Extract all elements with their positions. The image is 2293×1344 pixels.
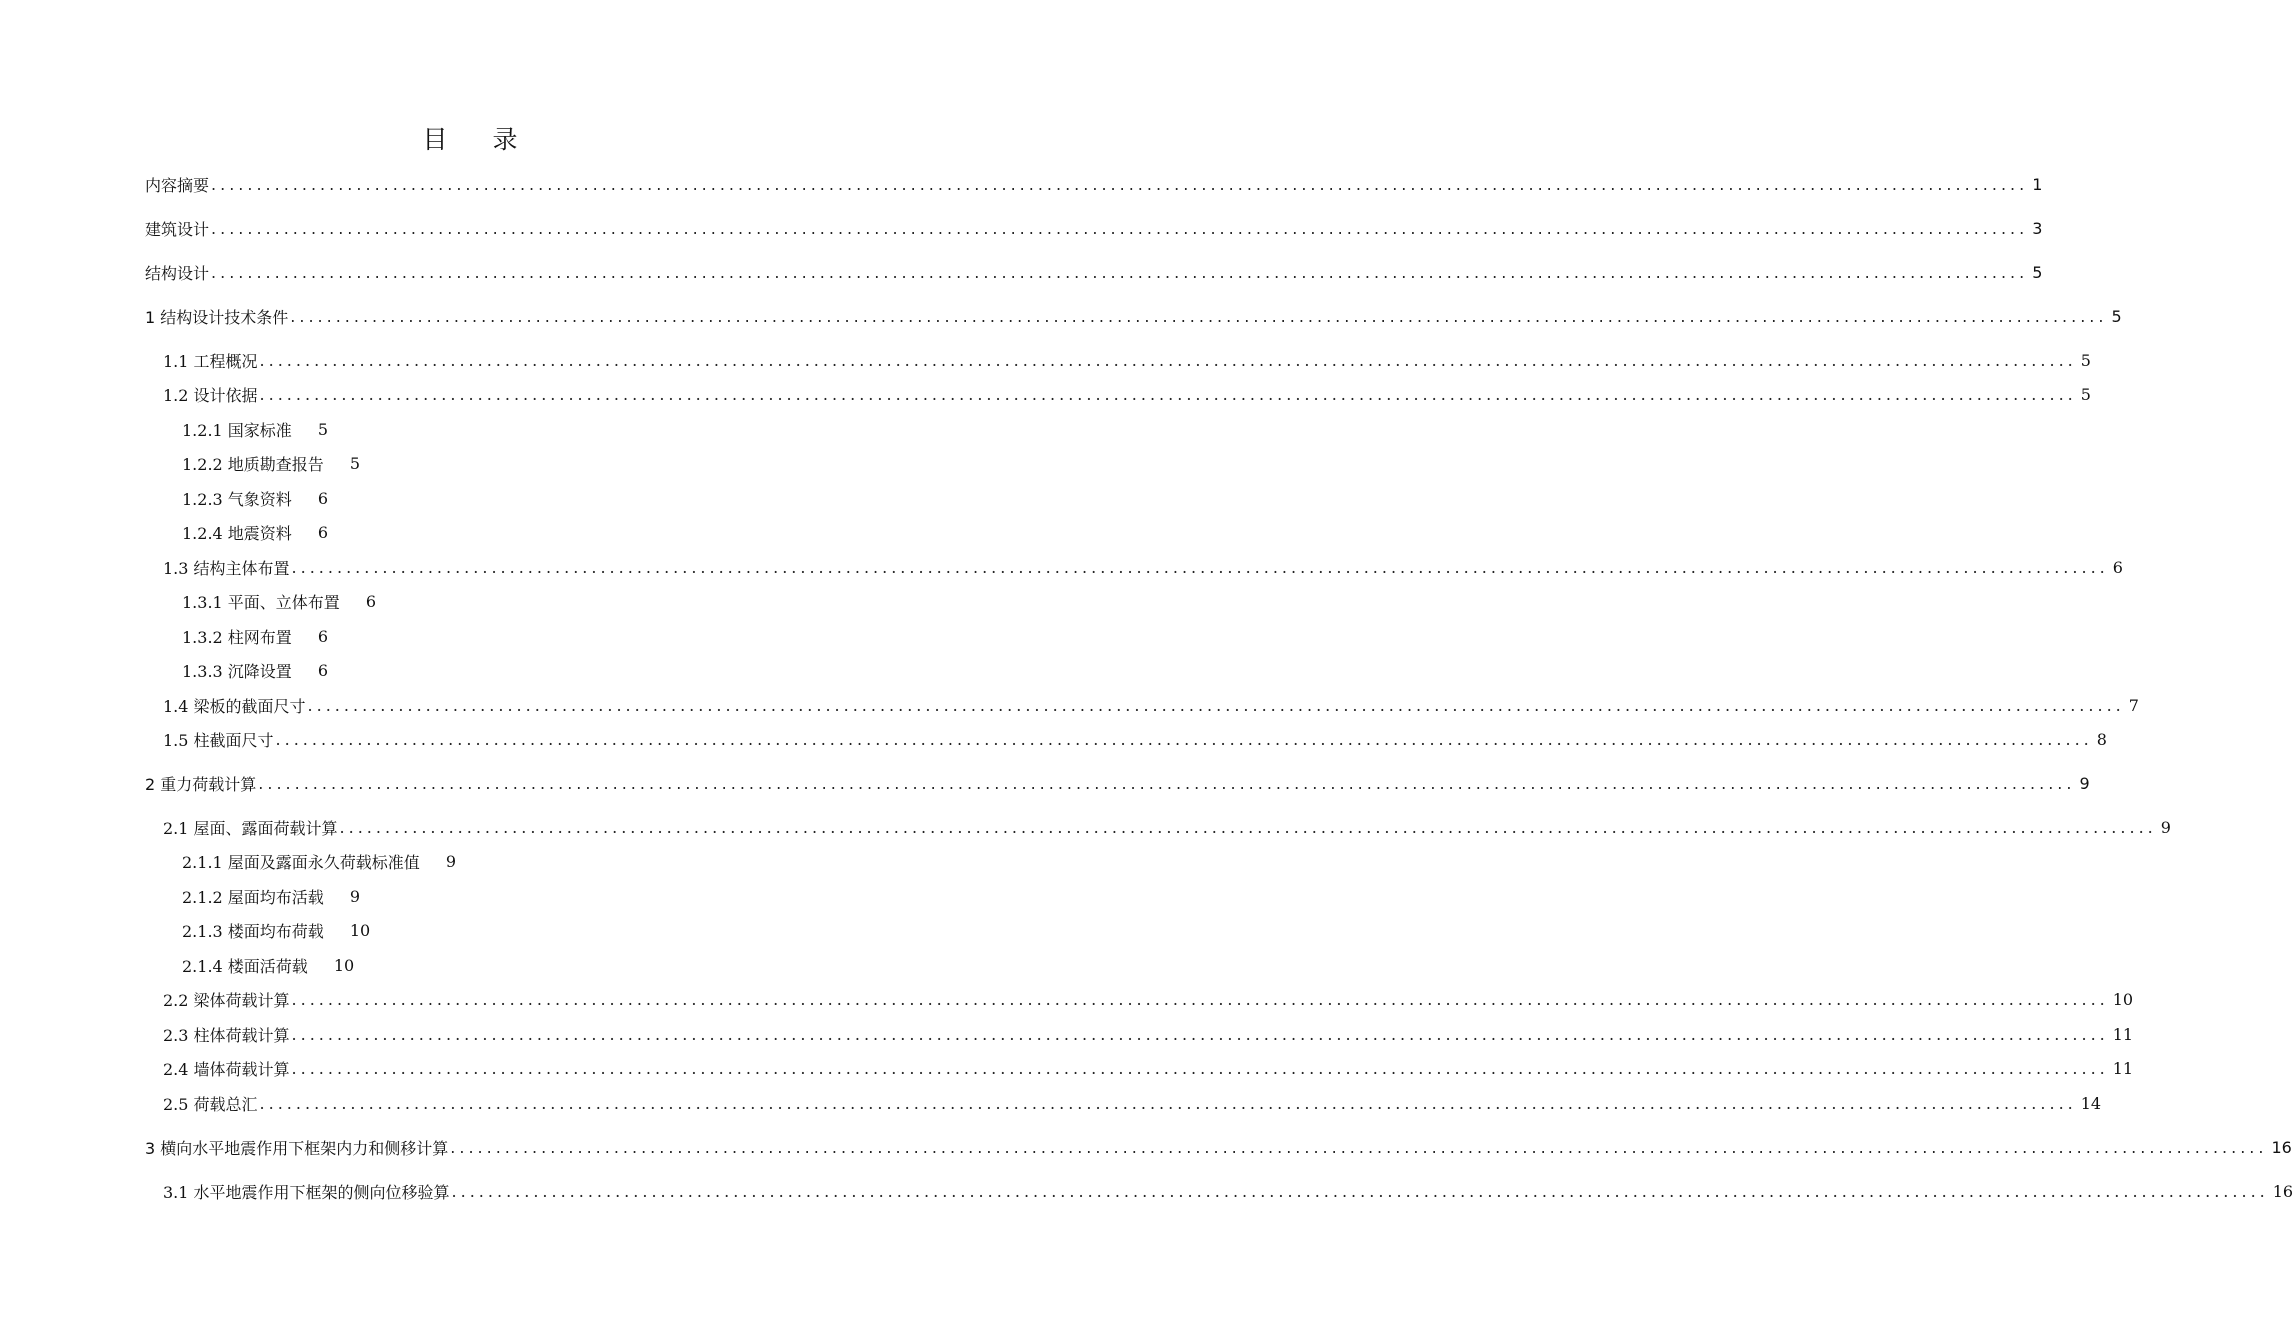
toc-page-number: 3: [2032, 218, 2043, 238]
toc-entry-title: 建筑设计: [145, 219, 210, 239]
toc-entry[interactable]: [163, 381, 2091, 407]
toc-entry[interactable]: [182, 883, 360, 909]
dot-leader: ........................................................................................................................................................................................................: [211, 218, 2029, 238]
toc-entry[interactable]: [182, 952, 354, 978]
dot-leader: ........................................................................................................................................................................................................: [259, 350, 2077, 370]
toc-page-number: 5: [317, 419, 328, 439]
toc-page-number: 10: [349, 920, 371, 940]
dot-leader: ........................................................................................................................................................................................................: [451, 1181, 2269, 1201]
toc-entry-title: 2.5 荷载总汇: [163, 1094, 258, 1114]
dot-leader: ........................................................................................................................................................................................................: [291, 1024, 2109, 1044]
toc-entry[interactable]: [182, 657, 328, 683]
toc-page-number: 11: [2112, 1024, 2134, 1044]
dot-leader: ........................................................................................................................................................................................................: [291, 1058, 2109, 1078]
toc-entry[interactable]: [163, 692, 2139, 718]
toc-page-number: 5: [2080, 384, 2091, 404]
toc-page-number: 6: [317, 626, 328, 646]
toc-page-number: 6: [317, 660, 328, 680]
toc-page-number: 9: [2160, 817, 2171, 837]
toc-entry[interactable]: [145, 1134, 2292, 1160]
toc-entry-title: 2.1.1 屋面及露面永久荷载标准值: [182, 852, 420, 872]
toc-entry-title: 结构设计: [145, 263, 210, 283]
toc-entry[interactable]: [145, 259, 2043, 285]
dot-leader: ........................................................................................................................................................................................................: [339, 817, 2157, 837]
toc-entry[interactable]: [182, 588, 376, 614]
toc-entry-title: 3.1 水平地震作用下框架的侧向位移验算: [163, 1182, 450, 1202]
toc-entry-title: 1.3.1 平面、立体布置: [182, 592, 340, 612]
toc-entry-title: 2.1.3 楼面均布荷载: [182, 921, 324, 941]
dot-leader: ........................................................................................................................................................................................................: [307, 695, 2125, 715]
dot-leader: ........................................................................................................................................................................................................: [291, 557, 2109, 577]
toc-entry[interactable]: [182, 623, 328, 649]
toc-entry-title: 2.1 屋面、露面荷载计算: [163, 818, 338, 838]
toc-page-number: 5: [2032, 262, 2043, 282]
toc-entry-title: 1.2.3 气象资料: [182, 489, 292, 509]
toc-entry[interactable]: [163, 1178, 2293, 1204]
toc-entry[interactable]: [145, 171, 2043, 197]
dot-leader: ........................................................................................................................................................................................................: [259, 384, 2077, 404]
toc-entry[interactable]: [182, 416, 328, 442]
dot-leader: ........................................................................................................................................................................................................: [211, 262, 2029, 282]
toc-entry-title: 1.1 工程概况: [163, 351, 258, 371]
dot-leader: ........................................................................................................................................................................................................: [211, 174, 2029, 194]
toc-page-number: 16: [2271, 1137, 2292, 1157]
toc-entry-title: 1.2.1 国家标准: [182, 420, 292, 440]
toc-entry-title: 2 重力荷载计算: [145, 774, 257, 794]
dot-leader: ........................................................................................................................................................................................................: [291, 989, 2109, 1009]
toc-entry-title: 1.3 结构主体布置: [163, 558, 290, 578]
toc-entry-title: 2.3 柱体荷载计算: [163, 1025, 290, 1045]
toc-entry-title: 内容摘要: [145, 175, 210, 195]
toc-entry-title: 2.1.2 屋面均布活载: [182, 887, 324, 907]
toc-page-number: 10: [333, 955, 355, 975]
toc-entry-title: 1.5 柱截面尺寸: [163, 730, 274, 750]
toc-page-number: 7: [2128, 695, 2139, 715]
toc-page-number: 6: [317, 488, 328, 508]
toc-entry-title: 2.2 梁体荷载计算: [163, 990, 290, 1010]
dot-leader: ........................................................................................................................................................................................................: [290, 306, 2108, 326]
toc-entry-title: 1.2 设计依据: [163, 385, 258, 405]
toc-page-number: 8: [2096, 729, 2107, 749]
toc-entry[interactable]: [182, 917, 370, 943]
toc-entry[interactable]: [145, 215, 2043, 241]
toc-entry[interactable]: [163, 1055, 2134, 1081]
toc-entry[interactable]: [182, 485, 328, 511]
toc-entry-title: 1.3.3 沉降设置: [182, 661, 292, 681]
toc-entry[interactable]: [182, 519, 328, 545]
toc-page-number: 14: [2080, 1093, 2102, 1113]
toc-page-number: 9: [445, 851, 456, 871]
toc-entry-title: 2.4 墙体荷载计算: [163, 1059, 290, 1079]
toc-page-number: 6: [317, 522, 328, 542]
toc-page-number: 11: [2112, 1058, 2134, 1078]
toc-entry-title: 1.2.2 地质勘查报告: [182, 454, 324, 474]
toc-entry[interactable]: [145, 303, 2122, 329]
page-title: 目 录: [422, 125, 528, 154]
toc-entry[interactable]: [163, 986, 2134, 1012]
toc-entry[interactable]: [163, 1021, 2134, 1047]
toc-entry[interactable]: [163, 554, 2123, 580]
toc-page-number: 16: [2272, 1181, 2293, 1201]
dot-leader: ........................................................................................................................................................................................................: [258, 773, 2076, 793]
toc-page-number: 10: [2112, 989, 2134, 1009]
dot-leader: ........................................................................................................................................................................................................: [259, 1093, 2077, 1113]
toc-page-number: 1: [2032, 174, 2043, 194]
dot-leader: ........................................................................................................................................................................................................: [450, 1137, 2268, 1157]
toc-page-number: 5: [349, 453, 360, 473]
toc-page-number: 6: [365, 591, 376, 611]
toc-page-number: 9: [2079, 773, 2090, 793]
toc-entry[interactable]: [182, 848, 456, 874]
toc-entry[interactable]: [182, 450, 360, 476]
toc-page-number: 9: [349, 886, 360, 906]
toc-page-number: 5: [2111, 306, 2122, 326]
toc-entry-title: 2.1.4 楼面活荷载: [182, 956, 308, 976]
toc-entry[interactable]: [163, 726, 2107, 752]
toc-entry-title: 1.4 梁板的截面尺寸: [163, 696, 306, 716]
dot-leader: ........................................................................................................................................................................................................: [275, 729, 2093, 749]
toc-page-number: 5: [2080, 350, 2091, 370]
toc-entry[interactable]: [145, 770, 2090, 796]
toc-entry-title: 3 横向水平地震作用下框架内力和侧移计算: [145, 1138, 449, 1158]
toc-page-number: 6: [2112, 557, 2123, 577]
toc-entry-title: 1.3.2 柱网布置: [182, 627, 292, 647]
toc-entry-title: 1.2.4 地震资料: [182, 523, 292, 543]
toc-entry[interactable]: [163, 347, 2091, 373]
toc-entry[interactable]: [163, 1090, 2102, 1116]
toc-entry-title: 1 结构设计技术条件: [145, 307, 289, 327]
toc-entry[interactable]: [163, 814, 2171, 840]
